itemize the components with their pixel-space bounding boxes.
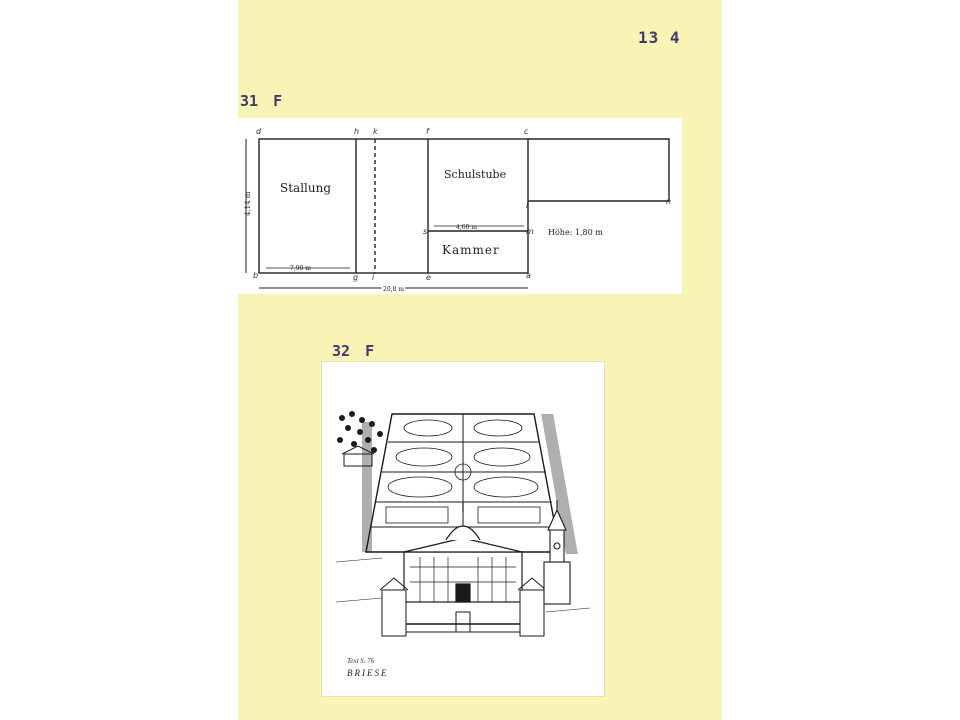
height-label: Höhe: 1,80 m	[548, 228, 603, 237]
chamber-width-label: 4,60 m	[456, 224, 477, 231]
right-wing	[520, 590, 544, 636]
point-label: l	[526, 201, 529, 210]
point-label: a	[526, 271, 531, 280]
depth-label: 4,14 m	[244, 191, 252, 216]
figure-caption: BRIESE	[347, 668, 389, 678]
left-wing	[382, 590, 406, 636]
floor-plan-figure	[238, 118, 682, 294]
engraving-figure	[322, 362, 604, 696]
point-label: b	[253, 271, 259, 280]
gate	[456, 612, 470, 632]
point-label: g	[353, 273, 359, 282]
room-label-stall: Stallung	[280, 181, 332, 195]
briese-engraving	[322, 362, 604, 652]
total-width-label: 20,8 m	[383, 286, 404, 293]
point-label: d	[256, 127, 262, 136]
point-label: h	[354, 127, 360, 136]
figure-31-label: 31 F	[240, 92, 283, 110]
point-label: c	[524, 127, 529, 136]
room-label-chamber: Kammer	[442, 243, 500, 257]
plan-wing	[528, 139, 669, 201]
point-label: m	[526, 227, 534, 236]
point-label: k	[373, 127, 378, 136]
point-label: i	[372, 273, 375, 282]
point-label: f	[426, 127, 429, 136]
point-label: n	[666, 197, 672, 206]
figure-text-reference: Text S. 76	[347, 657, 375, 665]
point-label: e	[426, 273, 431, 282]
stall-width-label: 7,90 m	[290, 265, 311, 272]
floor-plan-drawing	[238, 118, 682, 294]
figure-32-label: 32 F	[332, 342, 375, 360]
point-label: s	[423, 227, 428, 236]
room-label-school: Schulstube	[444, 168, 507, 181]
page-number: 13 4	[638, 28, 681, 47]
